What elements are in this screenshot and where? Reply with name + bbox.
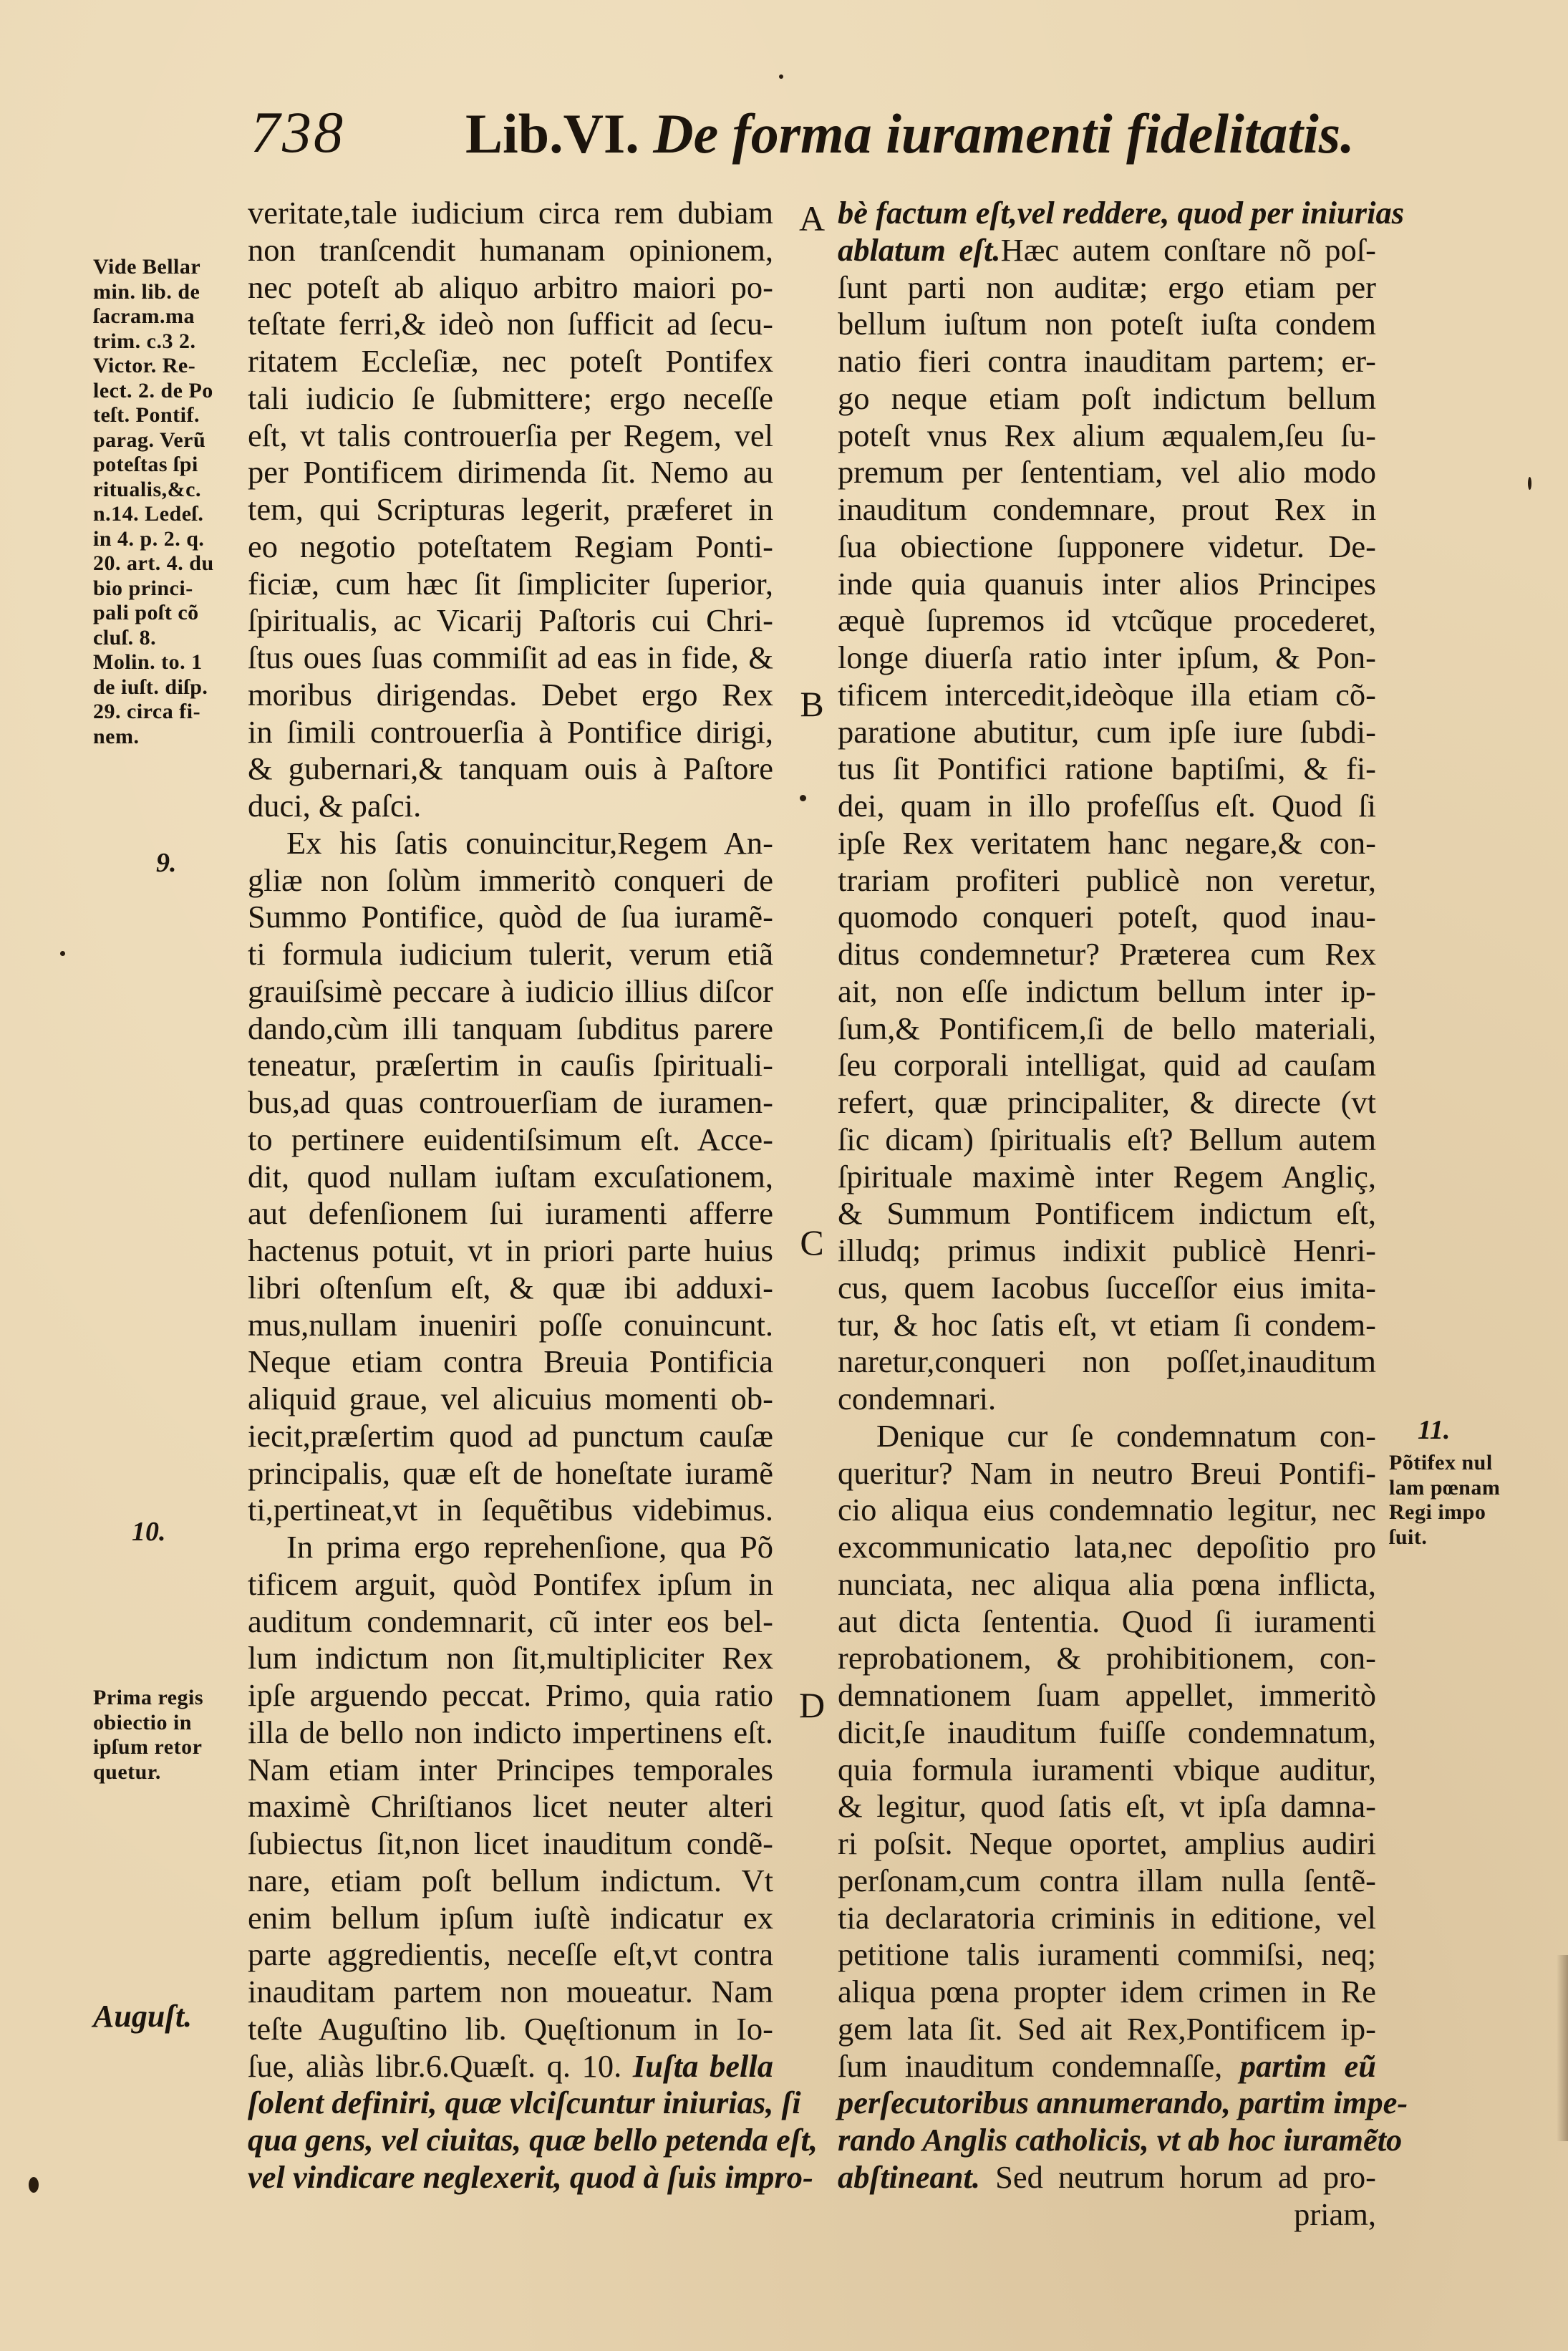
text-line: refert, quæ principaliter, & directe (vt [838,1084,1376,1120]
text-line: bellum iuſtum non poteſt iuſta condem [838,306,1376,342]
text-line: maximè Chriſtianos licet neuter alteri [248,1788,773,1825]
text-line: principalis, quæ eſt de honeſtate iuramẽ [248,1454,773,1491]
catchword: priam, [1294,2196,1376,2232]
text-line: gem lata ſit. Sed ait Rex,Pontificem ip- [838,2010,1376,2047]
text-line: tificem arguit, quòd Pontifex ipſum in [248,1565,773,1602]
running-head-book: Lib.VI. [465,102,639,165]
margin-note-pontifex-nullam: Põtifex nul lam pœnam Regi impo ſuit. [1389,1451,1501,1549]
text-line: dei, quam in illo profeſſus eſt. Quod ſi [838,788,1376,824]
text-line: aut dicta ſententia. Quod ſi iuramenti [838,1603,1376,1639]
text-line: eo negotio poteſtatem Regiam Ponti- [248,528,773,564]
text-line-italic: vel vindicare neglexerit, quod à ſuis impro- [248,2158,813,2195]
text-line: iecit,præſertim quod ad punctum cauſæ [248,1417,773,1454]
ink-speck [60,951,65,956]
text-line: paratione abutitur, cum ipſe iure ſubdi- [838,713,1376,750]
text-line: parte aggredientis, neceſſe eſt,vt contra [248,1936,773,1973]
ink-speck [800,795,806,801]
text-line: teſte Auguſtino lib. Quęſtionum in Io- [248,2010,773,2047]
text-line: Nam etiam inter Principes temporales [248,1751,773,1787]
text-line: to pertinere euidentiſsimum eſt. Acce- [248,1121,773,1157]
italic-quote: ablatum eſt. [838,231,1001,268]
italic-quote: Iuſta bella [632,2047,774,2084]
text-line-italic: perſecutoribus annumerando, partim impe- [838,2085,1408,2121]
text-line: aut defenſionem ſui iuramenti afferre [248,1195,773,1232]
text-line: gliæ non ſolùm immeritò conqueri de [248,861,773,898]
text-line: ſpiritualis, ac Vicarij Paſtoris cui Chri- [248,602,773,639]
text-line: ritatem Eccleſiæ, nec poteſt Pontifex [248,343,773,379]
page-edge-shadow [1557,1955,1568,2141]
text-line: & legitur, quod ſatis eſt, vt ipſa damna- [838,1788,1376,1825]
text-line: in ſimili controuerſia à Pontifice dirigi, [248,713,773,750]
text-line: eſt, vt talis controuerſia per Regem, vel [248,417,773,453]
text-line: poteſt vnus Rex alium æqualem,ſeu ſu- [838,417,1376,453]
text-line: libri oſtenſum eſt, & quæ ibi adduxi- [248,1269,773,1305]
text-line: ficiæ, cum hæc ſit ſimpliciter ſuperior, [248,565,773,602]
running-head-title: De forma iuramenti fidelitatis. [653,102,1355,165]
text-line: tur, & hoc ſatis eſt, vt etiam ſi condem- [838,1306,1376,1343]
text-line: nec poteſt ab aliquo arbitro maiori po- [248,269,773,305]
text-line: naretur,conqueri non poſſet,inauditum [838,1343,1376,1380]
text-line-mixed: ablatum eſt.Hæc autem conſtare nõ poſ- [838,231,1376,268]
text-line: queritur? Nam in neutro Breui Pontifi- [838,1454,1376,1491]
text-line-italic: ſolent definiri, quæ vlciſcuntur iniurias, ſi [248,2085,801,2121]
left-column [248,195,818,2196]
right-column [838,195,1408,2233]
text-line-mixed: abſtineant. Sed neutrum horum ad pro- [838,2158,1377,2195]
text-line: & Summum Pontificem indictum eſt, [838,1195,1376,1232]
text-line: dando,cùm illi tanquam ſubditus parere [248,1010,773,1046]
text-line-italic: rando Anglis catholicis, vt ab hoc iuramẽto [838,2122,1403,2158]
text-line: premum per ſententiam, vel alio modo [838,454,1376,491]
text-line: bus,ad quas controuerſiam de iuramen- [248,1084,773,1120]
text-line: tem, qui Scripturas legerit, præferet in [248,491,773,527]
italic-quote: partim eũ [1239,2047,1376,2084]
text-line: cio aliqua eius condemnatio legitur, nec [838,1492,1376,1528]
text-line-mixed: ſum inauditum condemnaſſe, partim eũ [838,2047,1376,2084]
text-line: aliquid graue, vel alicuius momenti ob- [248,1381,773,1416]
text-line: lum indictum non ſit,multipliciter Rex [248,1640,773,1676]
text-line: condemnari. [838,1381,997,1416]
text-line: inauditam partem non moueatur. Nam [248,1974,773,2009]
text-line: ſic dicam) ſpiritualis eſt? Bellum autem [838,1121,1376,1157]
text-line: Denique cur ſe condemnatum con- [876,1417,1376,1454]
italic-quote: abſtineant. [838,2158,981,2195]
text-line: Neque etiam contra Breuia Pontificia [248,1343,773,1380]
text-line: In prima ergo reprehenſione, qua Põ [286,1529,773,1565]
text-line: duci, & paſci. [248,788,422,824]
ink-speck [1528,477,1531,490]
text-line: quomodo conqueri poteſt, quod inau- [838,899,1376,935]
section-letter-a: A [798,198,826,238]
text-line: ſunt parti non auditæ; ergo etiam per [838,269,1376,305]
text-line: æquè ſupremos id vtcũque procederet, [838,602,1376,639]
text-line: tificem intercedit,ideòque illa etiam cõ- [838,676,1376,713]
text-line: go neque etiam poſt indictum bellum [838,380,1376,416]
text-line: ſua obiectione ſupponere videtur. De- [838,528,1376,564]
text-line: & gubernari,& tanquam ouis à Paſtore [248,750,773,787]
text-line: tia declaratoria criminis in editione, vel [838,1899,1376,1936]
text-line: tus ſit Pontifici ratione baptiſmi, & fi- [838,750,1376,787]
text-line: ri poſsit. Neque oportet, amplius audiri [838,1825,1376,1861]
text-line: ti formula iudicium tulerit, verum etiã [248,936,773,972]
text-line: petitione talis iuramenti commiſsi, neq; [838,1936,1376,1973]
text-line: ſtus oues ſuas commiſit ad eas in fide, & [248,639,773,675]
text-line: ſum,& Pontificem,ſi de bello materiali, [838,1010,1376,1046]
page-number: 738 [251,100,345,165]
running-head [465,102,1355,166]
text-line: dicit,ſe inauditum fuiſſe condemnatum, [838,1714,1376,1750]
text-line: ſpirituale maximè inter Regem Angliç, [838,1158,1376,1194]
margin-note-prima-regis: Prima regis obiectio in ipſum retor quetur. [93,1686,204,1784]
text-line: cus, quem Iacobus ſucceſſor eius imita- [838,1269,1376,1305]
text-line: ſeu corporali intelligat, quid ad cauſam [838,1047,1376,1083]
text-line: aliqua pœna propter idem crimen in Re [838,1974,1376,2009]
text-line: dit, quod nullam iuſtam excuſationem, [248,1158,773,1194]
text-line: excommunicatio lata,nec depoſitio pro [838,1529,1376,1565]
text-line: longe diuerſa ratio inter ipſum, & Pon- [838,639,1376,675]
text-line: grauiſsimè peccare à iudicio illius diſcor [248,972,773,1009]
text-line: demnationem ſuam appellet, immeritò [838,1677,1376,1713]
text-line: perſonam,cum contra illam nulla ſentẽ- [838,1862,1376,1898]
text-line: nunciata, nec aliqua alia pœna inflicta, [838,1565,1376,1602]
text-line: enim bellum ipſum iuſtè indicatur ex [248,1899,773,1936]
text-line: ſubiectus ſit,non licet inauditum condẽ- [248,1825,773,1861]
text-line: mus,nullam inueniri poſſe conuincunt. [248,1306,773,1343]
paragraph-number-10: 10. [132,1517,166,1547]
paragraph-number-11: 11. [1418,1415,1451,1445]
text-line: ti,pertineat,vt in ſequẽtibus videbimus. [248,1492,773,1528]
text-line: teſtate ferri,& ideò non ſufficit ad ſecu- [248,306,773,342]
text-line: reprobationem, & prohibitionem, con- [838,1640,1376,1676]
paragraph-number-9: 9. [156,848,177,878]
text-line: inauditum condemnare, prout Rex in [838,491,1376,527]
text-line: tali iudicio ſe ſubmittere; ergo neceſſe [248,380,773,416]
text-line: auditum condemnarit, cũ inter eos bel- [248,1603,773,1639]
text-line: natio fieri contra inauditam partem; er- [838,343,1376,379]
section-letter-c: C [800,1222,824,1263]
text-line: Ex his ſatis conuincitur,Regem An- [286,824,773,861]
ink-speck [29,2177,39,2193]
section-letter-b: B [800,684,824,724]
text-line: nare, etiam poſt bellum indictum. Vt [248,1862,773,1898]
text-line: illa de bello non indicto impertinens eſt. [248,1714,773,1750]
text-line: ditus condemnetur? Præterea cum Rex [838,936,1376,972]
text-line: trariam profiteri publicè non veretur, [838,861,1376,898]
ink-speck [779,74,783,79]
text-line: teneatur, præſertim in cauſis ſpirituali- [248,1047,773,1083]
text-line: moribus dirigendas. Debet ergo Rex [248,676,773,713]
text-line: Summo Pontifice, quòd de ſua iuramẽ- [248,899,773,935]
section-letter-d: D [798,1685,826,1725]
text-line: ait, non eſſe indictum bellum inter ip- [838,972,1376,1009]
text-line: inde quia quanuis inter alios Principes [838,565,1376,602]
text-line: per Pontificem dirimenda ſit. Nemo au [248,454,773,491]
text-line-italic: bè factum eſt,vel reddere, quod per iniurias [838,195,1405,231]
margin-note-augustinus: Auguſt. [93,1999,193,2034]
text-line: non tranſcendit humanam opinionem, [248,231,773,268]
text-line: hactenus potuit, vt in priori parte huius [248,1232,773,1268]
text-line: ipſe Rex veritatem hanc negare,& con- [838,824,1376,861]
text-line: ipſe arguendo peccat. Primo, quia ratio [248,1677,773,1713]
text-line: veritate,tale iudicium circa rem dubiam [248,195,773,231]
margin-note-bellarmine: Vide Bellar min. lib. de ſacram.ma trim. c.3 2. Victor. Re- lect. 2. de Po teſt. Pontif. parag. Verũ poteſtas ſpi ritualis,&c. n.14. Ledeſ. in 4. p. 2. q. 20. art. 4. du bio princi- pali poſt cõ cluſ. 8. Molin. to. 1 de iuſt. diſp. 29. circa fi- nem. [93,255,214,748]
text-line-mixed: ſue, aliàs libr.6.Quæſt. q. 10. Iuſta bella [248,2047,774,2084]
text-line-italic: qua gens, vel ciuitas, quæ bello petenda eſt, [248,2122,818,2158]
text-line: illudq; primus indixit publicè Henri- [838,1232,1376,1268]
text-line: quia formula iuramenti vbique auditur, [838,1751,1376,1787]
